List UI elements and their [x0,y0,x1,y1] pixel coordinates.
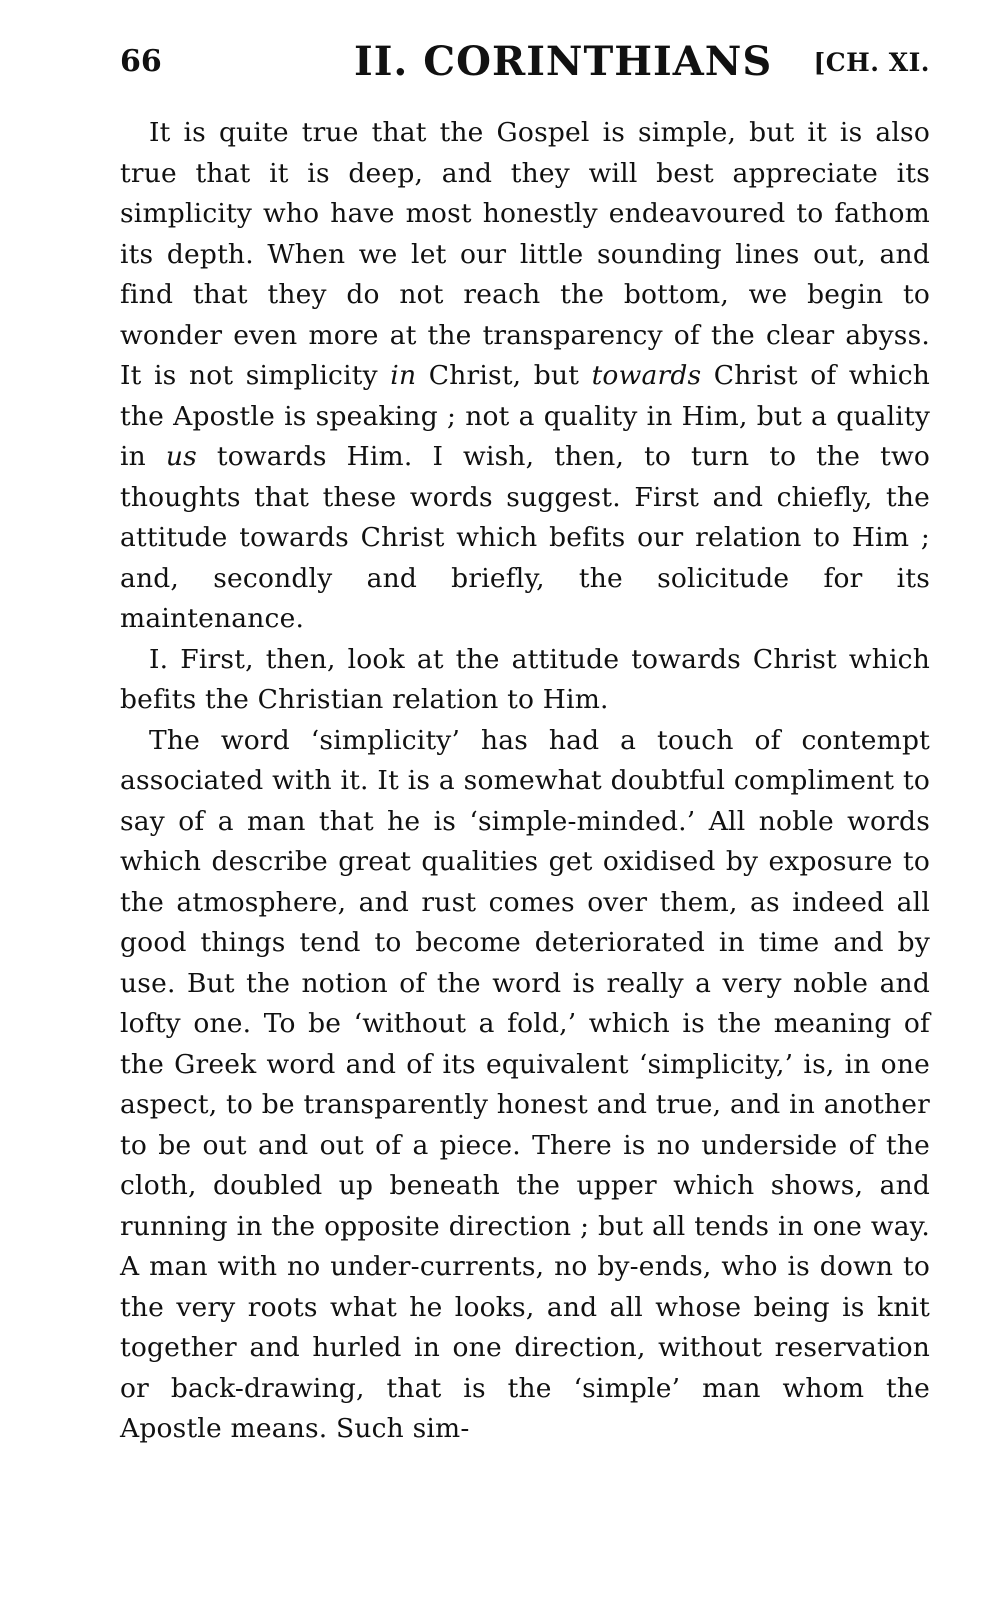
paragraph-3: The word ‘simplicity’ has had a touch of contempt associated with it. It is a somewhat doubtful compliment to say of a man that he is ‘simple-minded.’ All noble words which describe great qualities get oxidised by exposure to the atmosphere, and rust comes over them, as indeed all good things tend to become deteriorated in time and by use. But the notion of the word is really a very noble and lofty one. To be ‘without a fold,’ which is the meaning of the Greek word and of its equivalent ‘simplicity,’ is, in one aspect, to be transparently honest and true, and in another to be out and out of a piece. There is no underside of the cloth, doubled up beneath the upper which shows, and running in the opposite direction ; but all tends in one way. A man with no under-currents, no by-ends, who is down to the very roots what he looks, and all whose being is knit together and hurled in one direction, without reservation or back-drawing, that is the ‘simple’ man whom the Apostle means. Such sim- [120,724,930,1444]
italic-us: us [165,441,197,472]
running-head [120,38,930,88]
paragraph-1-text-e: Christ of which the Apostle is speaking ; not a quality in Him, but a quality in [120,360,931,472]
paragraph-1-text-a: It is quite true that the Gospel is simple, but it is also true that it is deep, and they will best appreciate its simplicity who have most honestly endeavoured to fathom its depth. When we let our little sounding lines out, and find that they do not reach the bottom, we begin to wonder even more at the transparency of the clear abyss. It is not simplicity [120,117,930,391]
paragraph-2: I. First, then, look at the attitude towards Christ which befits the Christian relation to Him. [120,643,930,715]
paragraph-1-text-c: Christ, but [416,360,592,391]
paragraph-1-text-g: towards Him. I wish, then, to turn to the two thoughts that these words suggest. First and chiefly, the attitude towards Christ which befits our relation to Him ; and, secondly and briefly, the solicitude for its maintenance. [120,441,930,634]
italic-in: in [390,360,417,391]
book-title: II. CORINTHIANS [354,38,773,85]
paragraph-1 [120,113,930,640]
body-text [120,113,930,1450]
italic-towards: towards [591,360,702,391]
chapter-reference: [CH. XI. [813,48,930,77]
page-number: 66 [120,44,162,79]
